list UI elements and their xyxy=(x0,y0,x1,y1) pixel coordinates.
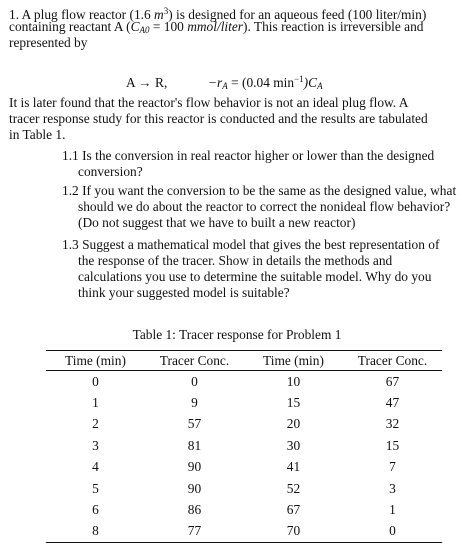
rate-mid: = (0.04 min xyxy=(227,75,295,90)
table-cell: 70 xyxy=(244,521,343,543)
paragraph-line: in Table 1. xyxy=(9,127,66,142)
table-cell: 6 xyxy=(92,502,99,518)
table-row xyxy=(46,478,442,499)
table-cell: 86 xyxy=(187,502,202,518)
table-cell: 2 xyxy=(92,416,99,432)
question-line: the response of the tracer. Show in details the methods and xyxy=(78,253,393,268)
table-row xyxy=(46,371,442,393)
table-cell: 67 xyxy=(385,373,400,389)
table-cell: 15 xyxy=(286,395,301,411)
table-cell: 15 xyxy=(385,437,400,453)
rate-end-sub: A xyxy=(317,81,323,91)
rate-lhs: −r xyxy=(208,75,223,90)
table-row xyxy=(46,435,442,456)
table-cell: 1 xyxy=(92,395,99,411)
table-cell: 47 xyxy=(385,395,400,411)
question-line: 1.3 Suggest a mathematical model that gives the best representation of xyxy=(62,237,440,252)
question-line: conversion? xyxy=(78,164,143,179)
table-cell: 9 xyxy=(191,395,198,411)
table-cell: 90 xyxy=(187,459,202,475)
text-run: m xyxy=(154,7,164,22)
table-cell: 3 xyxy=(389,480,396,496)
table-cell: 0 xyxy=(191,373,198,389)
text-run: 1. A plug flow reactor (1.6 xyxy=(9,7,155,22)
rate-end: )C xyxy=(303,75,318,90)
table-cell: 90 xyxy=(187,480,202,496)
text-run: C xyxy=(130,19,140,34)
problem-line-1 xyxy=(9,3,471,22)
table-row xyxy=(46,499,442,520)
rate-exp: −1 xyxy=(294,74,304,84)
problem-line-2 xyxy=(9,19,471,35)
table-cell: 1 xyxy=(389,502,396,518)
reaction-equation xyxy=(126,71,323,94)
question-line: calculations you use to determine the suitable model. Why do you xyxy=(78,269,432,284)
text-run: containing reactant A ( xyxy=(9,19,131,34)
paragraph-line: tracer response study for this reactor is conducted and the results are tabulated xyxy=(9,111,428,126)
text-run: ). This reaction is irreversible and xyxy=(243,19,424,34)
header-time-1: Time (min) xyxy=(46,351,145,371)
paragraph-line: It is later found that the reactor's flow behavior is not an ideal plug flow. A xyxy=(9,95,409,110)
problem-statement xyxy=(9,3,471,51)
paragraph-tracer-study xyxy=(9,95,471,143)
table-cell: 30 xyxy=(286,437,301,453)
table-cell: 32 xyxy=(385,416,400,432)
table-header-row xyxy=(46,351,442,371)
table-cell: 77 xyxy=(145,521,244,543)
table-cell: 20 xyxy=(286,416,301,432)
question-1-1 xyxy=(62,148,467,180)
table-row xyxy=(46,521,442,543)
table-caption: Table 1: Tracer response for Problem 1 xyxy=(132,327,342,342)
question-line: (Do not suggest that we have to built a new reactor) xyxy=(78,215,356,230)
header-conc-2: Tracer Conc. xyxy=(343,351,442,371)
table-cell: 10 xyxy=(286,373,301,389)
question-1-3 xyxy=(62,237,467,301)
table-cell: 3 xyxy=(92,437,99,453)
reaction-text: A → R, xyxy=(126,75,168,90)
table-cell: 7 xyxy=(389,459,396,475)
table-cell: 81 xyxy=(187,437,202,453)
table-cell: 41 xyxy=(286,459,301,475)
text-run: = 100 xyxy=(149,19,188,34)
header-time-2: Time (min) xyxy=(244,351,343,371)
text-run: ) is designed for an aqueous feed (100 liter/min) xyxy=(168,7,427,22)
question-line: think your suggested model is suitable? xyxy=(78,285,290,300)
problem-line-3: represented by xyxy=(9,35,88,50)
table-row xyxy=(46,392,442,413)
question-1-2 xyxy=(62,183,467,231)
table-cell: 4 xyxy=(92,459,99,475)
subscript: A0 xyxy=(139,25,150,35)
table-cell: 57 xyxy=(187,416,202,432)
rate-lhs-sub: A xyxy=(222,81,228,91)
question-line: should we do about the reactor to correct the nonideal flow behavior? xyxy=(78,199,451,214)
table-cell: 0 xyxy=(92,373,99,389)
table-cell: 52 xyxy=(286,480,301,496)
tracer-table xyxy=(46,350,442,543)
table-cell: 8 xyxy=(46,521,145,543)
table-row xyxy=(46,414,442,435)
question-line: 1.2 If you want the conversion to be the same as the designed value, what xyxy=(62,183,457,198)
header-conc-1: Tracer Conc. xyxy=(145,351,244,371)
table-cell: 67 xyxy=(286,502,301,518)
table-cell: 0 xyxy=(343,521,442,543)
table-row xyxy=(46,457,442,478)
question-line: 1.1 Is the conversion in real reactor higher or lower than the designed xyxy=(62,148,435,163)
superscript: 3 xyxy=(163,6,169,16)
table-cell: 5 xyxy=(92,480,99,496)
text-run: mmol/liter xyxy=(187,19,244,34)
